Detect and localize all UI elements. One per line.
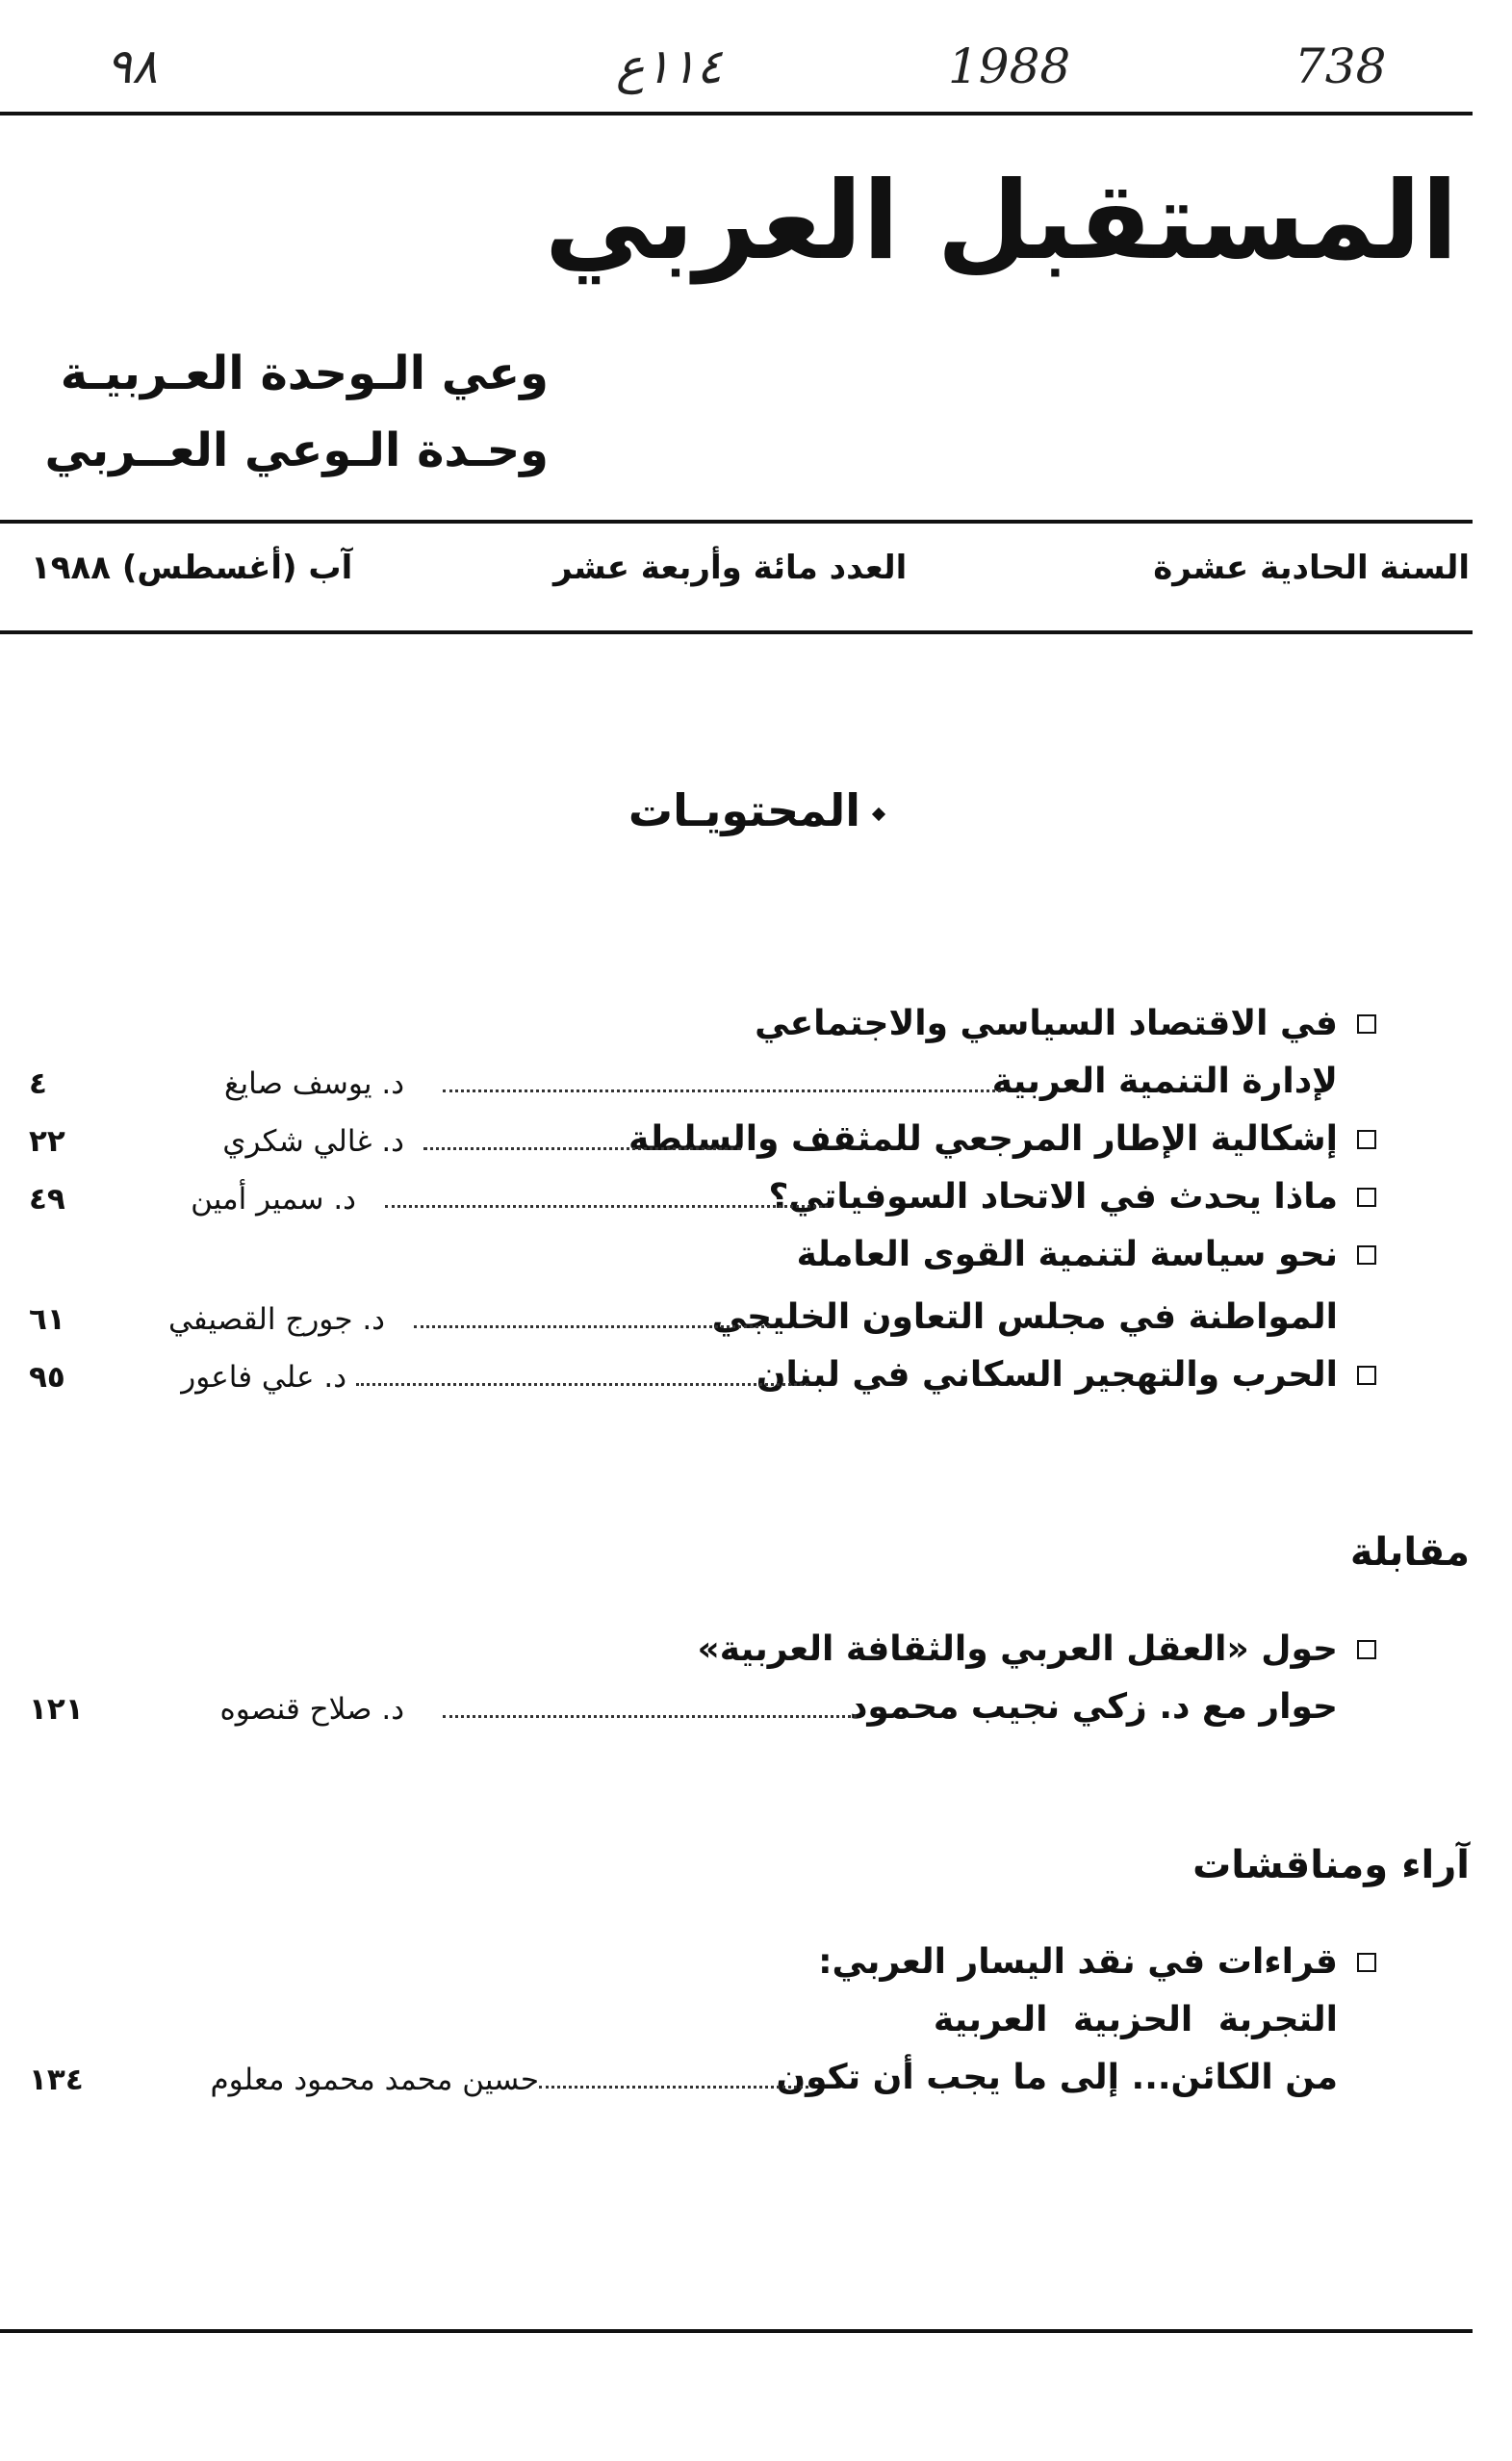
- entry-title: حوار مع د. زكي نجيب محمود: [849, 1687, 1338, 1727]
- toc-entry-4-line-1[interactable]: [29, 1232, 1376, 1282]
- handwritten-note-4: 738: [1294, 38, 1387, 94]
- entry-page: ١٣٤: [29, 2063, 84, 2097]
- entry-title: قراءات في نقد اليسار العربي:: [818, 1942, 1338, 1982]
- contents-heading: المحتويـات: [0, 784, 1512, 836]
- entry-title: حول «العقل العربي والثقافة العربية»: [697, 1629, 1338, 1669]
- checkbox-square-icon: [1357, 1014, 1376, 1034]
- entry-page: ٩٥: [29, 1360, 65, 1395]
- handwritten-note-1: ٩٨: [106, 38, 158, 94]
- entry-page: ٢٢: [29, 1124, 65, 1159]
- toc-entry-1-line-2[interactable]: [29, 1059, 1376, 1109]
- entry-title: التجربة الحزبية العربية: [933, 2000, 1338, 2039]
- leader-dots: [356, 1383, 808, 1386]
- opinions-entry-line-2[interactable]: [29, 1997, 1376, 2047]
- handwritten-note-3: 1988: [948, 38, 1071, 94]
- entry-author: د. جورج القصيفي: [167, 1302, 385, 1337]
- slogan-line-2: وحـدة الـوعي العــربي: [44, 423, 549, 477]
- entry-page: ١٢١: [29, 1692, 84, 1727]
- slogan-line-1: وعي الـوحدة العـربيـة: [60, 346, 549, 400]
- diamond-bullet-icon: [872, 807, 885, 820]
- opinions-entry-line-3[interactable]: [29, 2055, 1376, 2105]
- entry-author: د. سمير أمين: [191, 1182, 356, 1217]
- entry-title: لإدارة التنمية العربية: [991, 1062, 1338, 1101]
- entry-title: ماذا يحدث في الاتحاد السوفياتي؟: [768, 1177, 1338, 1217]
- checkbox-square-icon: [1357, 1188, 1376, 1207]
- checkbox-square-icon: [1357, 1130, 1376, 1149]
- toc-entry-4-line-2[interactable]: [29, 1295, 1376, 1345]
- entry-author: د. غالي شكري: [222, 1124, 404, 1159]
- leader-dots: [423, 1147, 741, 1150]
- toc-entry-2[interactable]: [29, 1116, 1376, 1166]
- entry-title: المواطنة في مجلس التعاون الخليجي: [711, 1297, 1338, 1337]
- leader-dots: [539, 2086, 808, 2089]
- entry-author: د. صلاح قنصوه: [219, 1692, 404, 1727]
- leader-dots: [443, 1090, 1001, 1092]
- interview-entry-line-2[interactable]: [29, 1684, 1376, 1734]
- entry-author: د. يوسف صايغ: [224, 1066, 404, 1101]
- entry-page: ٤٩: [29, 1182, 65, 1217]
- toc-entry-5[interactable]: [29, 1352, 1376, 1402]
- leader-dots: [385, 1205, 828, 1208]
- entry-author: د. علي فاعور: [181, 1360, 346, 1395]
- entry-page: ٦١: [29, 1302, 65, 1337]
- checkbox-square-icon: [1357, 1245, 1376, 1265]
- toc-entry-1-line-1[interactable]: [29, 1001, 1376, 1051]
- toc-entry-3[interactable]: [29, 1174, 1376, 1224]
- entry-title: من الكائن... إلى ما يجب أن تكون: [776, 2058, 1338, 2097]
- opinions-entry-line-1[interactable]: [29, 1939, 1376, 1989]
- checkbox-square-icon: [1357, 1366, 1376, 1385]
- leader-dots: [443, 1715, 857, 1718]
- entry-author: حسين محمد محمود معلوم: [210, 2063, 539, 2097]
- issue-bar-top-rule: [0, 520, 1473, 524]
- leader-dots: [414, 1325, 770, 1328]
- issue-bar-bottom-rule: [0, 630, 1473, 634]
- checkbox-square-icon: [1357, 1640, 1376, 1659]
- issue-date: آب (أغسطس) ١٩٨٨: [31, 549, 353, 587]
- top-rule: [0, 112, 1473, 115]
- bottom-rule: [0, 2329, 1473, 2333]
- issue-number: العدد مائة وأربعة عشر: [553, 549, 908, 587]
- handwritten-note-2: ١١٤ع: [616, 38, 723, 94]
- interview-entry-line-1[interactable]: [29, 1627, 1376, 1677]
- entry-page: ٤: [29, 1066, 47, 1101]
- checkbox-square-icon: [1357, 1953, 1376, 1972]
- journal-logo: المستقبل العربي: [544, 159, 1458, 284]
- issue-year: السنة الحادية عشرة: [1153, 549, 1470, 587]
- entry-title: في الاقتصاد السياسي والاجتماعي: [755, 1004, 1338, 1043]
- entry-title: نحو سياسة لتنمية القوى العاملة: [796, 1235, 1338, 1274]
- entry-title: إشكالية الإطار المرجعي للمثقف والسلطة: [628, 1119, 1338, 1159]
- entry-title: الحرب والتهجير السكاني في لبنان: [756, 1355, 1338, 1395]
- section-heading-interview: مقابلة: [1349, 1530, 1470, 1575]
- section-heading-opinions: آراء ومناقشات: [1192, 1843, 1470, 1887]
